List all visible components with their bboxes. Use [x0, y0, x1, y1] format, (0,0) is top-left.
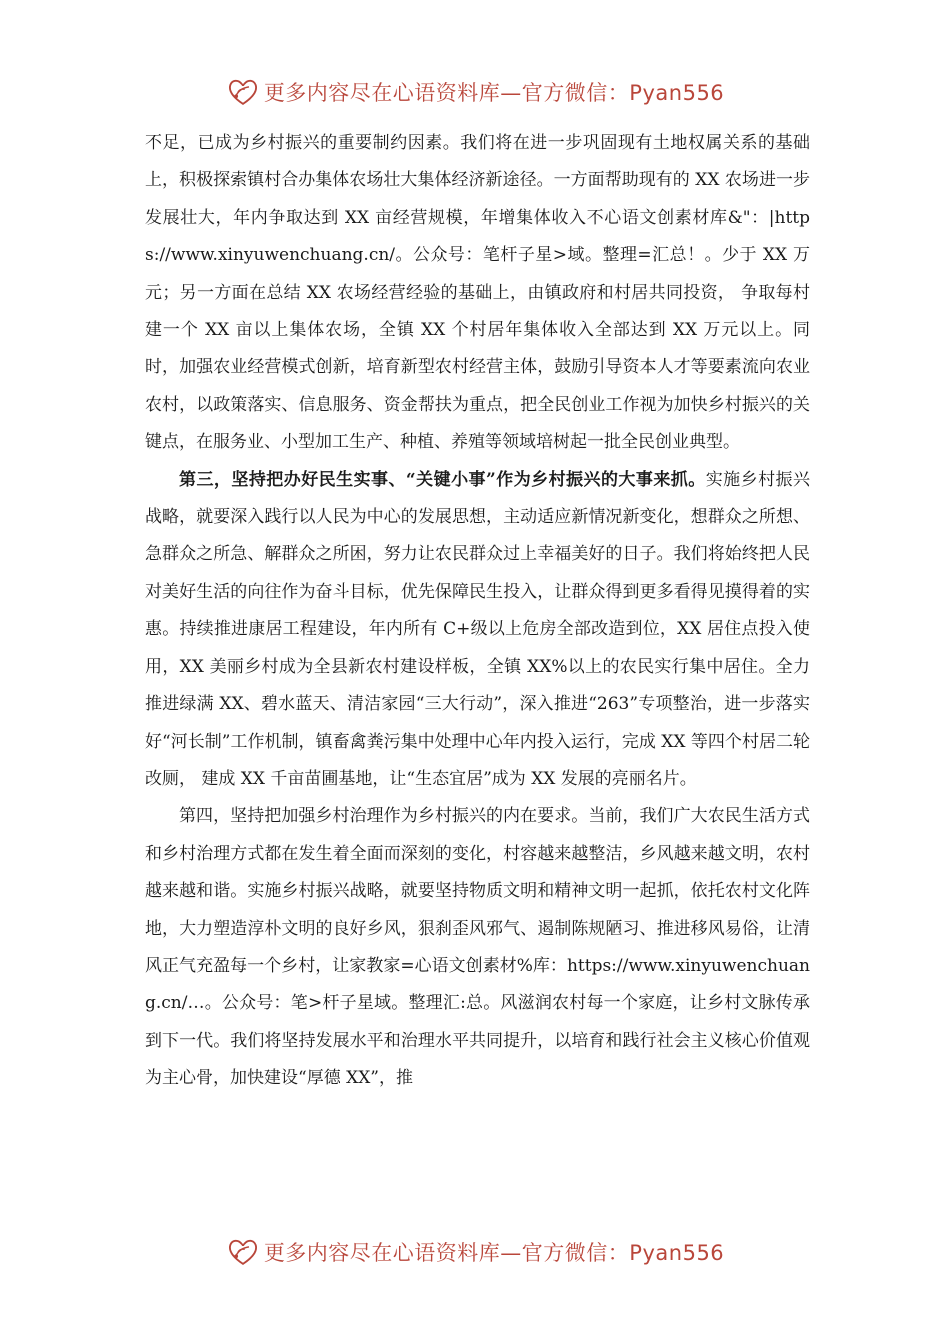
- document-body: [145, 125, 810, 1098]
- paragraph-third-point: [145, 462, 810, 799]
- heart-leaf-logo-icon: [226, 1235, 260, 1269]
- paragraph-fourth-point: 第四，坚持把加强乡村治理作为乡村振兴的内在要求。当前，我们广大农民生活方式和乡村治理方式都在发生着全面而深刻的变化，村容越来越整洁，乡风越来越文明，农村越来越和谐。实施乡村振兴战略，就要坚持物质文明和精神文明一起抓，依托农村文化阵地，大力塑造淳朴文明的良好乡风，狠刹歪风邪气、遏制陈规陋习、推进移风易俗，让清风正气充盈每一个乡村，让家教家=心语文创素材%库：https://www.xinyuwenchuang.cn/…。公众号：笔>杆子星域。整理汇:总。风滋润农村每一个家庭，让乡村文脉传承到下一代。我们将坚持发展水平和治理水平共同提升，以培育和践行社会主义核心价值观为主心骨，加快建设“厚德 XX”，推: [145, 806, 810, 1089]
- header-watermark-banner: [0, 72, 950, 112]
- third-point-heading: 第三，坚持把办好民生实事、“关键小事”作为乡村振兴的大事来抓。: [179, 469, 706, 490]
- paragraph-continuation: 不足，已成为乡村振兴的重要制约因素。我们将在进一步巩固现有土地权属关系的基础上，积极探索镇村合办集体农场壮大集体经济新途径。一方面帮助现有的 XX 农场进一步发展壮大，年内争取达到 XX 亩经营规模，年增集体收入不心语文创素材库&"：|https://www.xinyuwenchuang.cn/。公众号：笔杆子星>域。整理=汇总！。少于 XX 万元；另一方面在总结 XX 农场经营经验的基础上，由镇政府和村居共同投资， 争取每村建一个 XX 亩以上集体农场，全镇 XX 个村居年集体收入全部达到 XX 万元以上。同时，加强农业经营模式创新，培育新型农村经营主体，鼓励引导资本人才等要素流向农业农村，以政策落实、信息服务、资金帮扶为重点，把全民创业工作视为加快乡村振兴的关键点，在服务业、小型加工生产、种植、养殖等领域培树起一批全民创业典型。: [145, 133, 810, 453]
- third-point-text: 实施乡村振兴战略，就要深入践行以人民为中心的发展思想，主动适应新情况新变化，想群众之所想、急群众之所急、解群众之所困，努力让农民群众过上幸福美好的日子。我们将始终把人民对美好生活的向往作为奋斗目标，优先保障民生投入，让群众得到更多看得见摸得着的实惠。持续推进康居工程建设，年内所有 C+级以上危房全部改造到位，XX 居住点投入使用，XX 美丽乡村成为全县新农村建设样板，全镇 XX%以上的农民实行集中居住。全力推进绿满 XX、碧水蓝天、清洁家园“三大行动”，深入推进“263”专项整治，进一步落实好“河长制”工作机制，镇畜禽粪污集中处理中心年内投入运行，完成 XX 等四个村居二轮改厕， 建成 XX 千亩苗圃基地，让“生态宜居”成为 XX 发展的亮丽名片。: [145, 469, 811, 789]
- heart-leaf-logo-icon: [226, 75, 260, 109]
- footer-banner-text: 更多内容尽在心语资料库—官方微信：Pyan556: [263, 1241, 725, 1265]
- footer-watermark-banner: [0, 1232, 950, 1272]
- header-banner-text: 更多内容尽在心语资料库—官方微信：Pyan556: [263, 81, 725, 105]
